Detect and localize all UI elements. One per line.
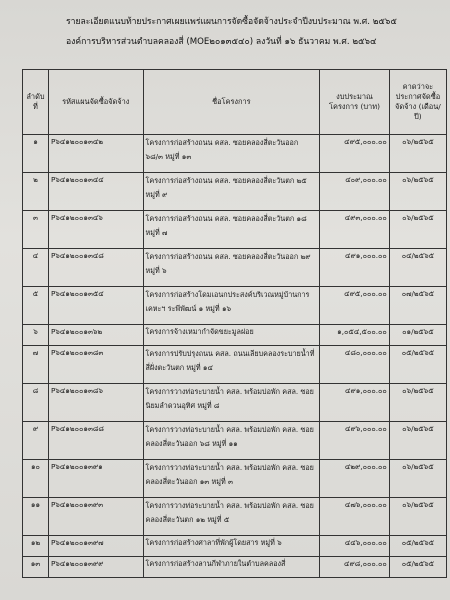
row-code: P๖๔๑๒๐๐๑๓๖๒: [48, 325, 143, 346]
row-announce-date: ๐๕/๒๕๖๕: [389, 346, 446, 384]
table-row: [23, 287, 447, 325]
row-number: ๔: [23, 249, 49, 287]
row-project-name: โครงการก่อสร้างโดมเอนกประสงค์บริเวณหมู่บ้านการเคหะฯ ระพีพัฒน์ ๑ หมู่ที่ ๑๖: [143, 287, 320, 325]
table-header-row: [23, 70, 447, 135]
row-budget: ๔๙๓,๐๐๐.๐๐: [320, 211, 390, 249]
table-row: [23, 249, 447, 287]
header-name: ชื่อโครงการ: [143, 70, 320, 135]
row-announce-date: ๐๕/๒๕๖๕: [389, 536, 446, 557]
row-budget: ๔๙๘,๐๐๐.๐๐: [320, 557, 390, 578]
row-announce-date: ๐๖/๒๕๖๕: [389, 422, 446, 460]
row-code: P๖๔๑๒๐๐๑๓๘๓: [48, 346, 143, 384]
table-row: [23, 557, 447, 578]
row-project-name: โครงการจ้างเหมากำจัดขยะมูลฝอย: [143, 325, 320, 346]
procurement-plan-table: [22, 69, 447, 578]
table-row: [23, 422, 447, 460]
row-code: P๖๔๑๒๐๐๑๓๔๘: [48, 249, 143, 287]
row-number: ๓: [23, 211, 49, 249]
row-announce-date: ๐๖/๒๕๖๕: [389, 384, 446, 422]
table-row: [23, 460, 447, 498]
row-project-name: โครงการก่อสร้างลานกีฬาภายในตำบลคลองสี่: [143, 557, 320, 578]
row-project-name: โครงการวางท่อระบายน้ำ คสล. พร้อมบ่อพัก คสล. ซอยคลองสี่ตะวันออก ๑๓ หมู่ที่ ๓: [143, 460, 320, 498]
row-budget: ๔๗๖,๐๐๐.๐๐: [320, 498, 390, 536]
row-number: ๘: [23, 384, 49, 422]
row-code: P๖๔๑๒๐๐๑๓๘๖: [48, 384, 143, 422]
row-project-name: โครงการวางท่อระบายน้ำ คสล. พร้อมบ่อพัก คสล. ซอยคลองสี่ตะวันตก ๑๒ หมู่ที่ ๕: [143, 498, 320, 536]
row-project-name: โครงการปรับปรุงถนน คสล. ถนนเลียบคลองระบายน้ำที่สี่ฝั่งตะวันตก หมู่ที่ ๑๔: [143, 346, 320, 384]
row-code: P๖๔๑๒๐๐๑๓๙๑: [48, 460, 143, 498]
row-budget: ๔๒๙,๐๐๐.๐๐: [320, 460, 390, 498]
row-project-name: โครงการก่อสร้างถนน คสล. ซอยคลองสี่ตะวันออก ๒๙ หมู่ที่ ๖: [143, 249, 320, 287]
row-budget: ๔๙๑,๐๐๐.๐๐: [320, 249, 390, 287]
row-announce-date: ๐๖/๒๕๖๕: [389, 498, 446, 536]
row-project-name: โครงการก่อสร้างถนน คสล. ซอยคลองสี่ตะวันตก ๑๘ หมู่ที่ ๗: [143, 211, 320, 249]
row-number: ๒: [23, 173, 49, 211]
row-code: P๖๔๑๒๐๐๑๓๔๒: [48, 135, 143, 173]
table-row: [23, 536, 447, 557]
row-number: ๑๓: [23, 557, 49, 578]
row-announce-date: ๐๖/๒๕๖๕: [389, 135, 446, 173]
table-row: [23, 135, 447, 173]
table-row: [23, 173, 447, 211]
header-no: ลำดับที่: [23, 70, 49, 135]
header-date: คาดว่าจะประกาศจัดซื้อจัดจ้าง (เดือน/ปี): [389, 70, 446, 135]
row-project-name: โครงการก่อสร้างศาลาที่พักผู้โดยสาร หมู่ที่ ๖: [143, 536, 320, 557]
header-code: รหัสแผนจัดซื้อจัดจ้าง: [48, 70, 143, 135]
row-number: ๑: [23, 135, 49, 173]
row-announce-date: ๐๖/๒๕๖๕: [389, 173, 446, 211]
row-budget: ๔๙๕,๐๐๐.๐๐: [320, 287, 390, 325]
row-project-name: โครงการวางท่อระบายน้ำ คสล. พร้อมบ่อพัก คสล. ซอยนิยมลำดวนอุทิศ หมู่ที่ ๘: [143, 384, 320, 422]
row-number: ๗: [23, 346, 49, 384]
row-budget: ๔๔๖,๐๐๐.๐๐: [320, 536, 390, 557]
row-code: P๖๔๑๒๐๐๑๓๙๙: [48, 557, 143, 578]
document-title: รายละเอียดแนบท้ายประกาศเผยแพร่แผนการจัดซื้อจัดจ้างประจำปีงบประมาณ พ.ศ. ๒๕๖๕: [66, 17, 397, 27]
row-announce-date: ๐๖/๒๕๖๕: [389, 460, 446, 498]
row-budget: ๔๙๕,๐๐๐.๐๐: [320, 135, 390, 173]
row-project-name: โครงการก่อสร้างถนน คสล. ซอยคลองสี่ตะวันตก ๒๕ หมู่ที่ ๙: [143, 173, 320, 211]
row-announce-date: ๐๑/๒๕๖๕: [389, 325, 446, 346]
table-row: [23, 325, 447, 346]
row-announce-date: ๐๔/๒๕๖๕: [389, 249, 446, 287]
row-announce-date: ๐๗/๒๕๖๕: [389, 287, 446, 325]
header-budget: งบประมาณโครงการ (บาท): [320, 70, 390, 135]
row-budget: ๔๙๖,๐๐๐.๐๐: [320, 422, 390, 460]
row-announce-date: ๐๖/๒๕๖๕: [389, 211, 446, 249]
row-announce-date: ๐๕/๒๕๖๕: [389, 557, 446, 578]
table-row: [23, 211, 447, 249]
row-project-name: โครงการวางท่อระบายน้ำ คสล. พร้อมบ่อพัก คสล. ซอยคลองสี่ตะวันออก ๖๘ หมู่ที่ ๑๑: [143, 422, 320, 460]
row-number: ๖: [23, 325, 49, 346]
row-budget: ๔๙๑,๐๐๐.๐๐: [320, 384, 390, 422]
row-number: ๑๒: [23, 536, 49, 557]
row-code: P๖๔๑๒๐๐๑๓๕๔: [48, 287, 143, 325]
row-code: P๖๔๑๒๐๐๑๓๘๘: [48, 422, 143, 460]
row-code: P๖๔๑๒๐๐๑๓๔๖: [48, 211, 143, 249]
table-row: [23, 346, 447, 384]
row-code: P๖๔๑๒๐๐๑๓๔๔: [48, 173, 143, 211]
row-budget: ๑,๐๕๔,๕๐๐.๐๐: [320, 325, 390, 346]
row-budget: ๔๘๐,๐๐๐.๐๐: [320, 346, 390, 384]
row-number: ๑๐: [23, 460, 49, 498]
document-subtitle: องค์การบริหารส่วนตำบลคลองสี่ (MOE๒๐๑๓๕๔๐) ลงวันที่ ๑๖ ธันวาคม พ.ศ. ๒๕๖๔: [66, 37, 377, 47]
row-number: ๙: [23, 422, 49, 460]
table-row: [23, 384, 447, 422]
row-code: P๖๔๑๒๐๐๑๓๙๓: [48, 498, 143, 536]
row-number: ๕: [23, 287, 49, 325]
row-budget: ๔๐๙,๐๐๐.๐๐: [320, 173, 390, 211]
row-code: P๖๔๑๒๐๐๑๓๙๗: [48, 536, 143, 557]
table-row: [23, 498, 447, 536]
row-project-name: โครงการก่อสร้างถนน คสล. ซอยคลองสี่ตะวันออก ๖๘/๓ หมู่ที่ ๑๓: [143, 135, 320, 173]
row-number: ๑๑: [23, 498, 49, 536]
